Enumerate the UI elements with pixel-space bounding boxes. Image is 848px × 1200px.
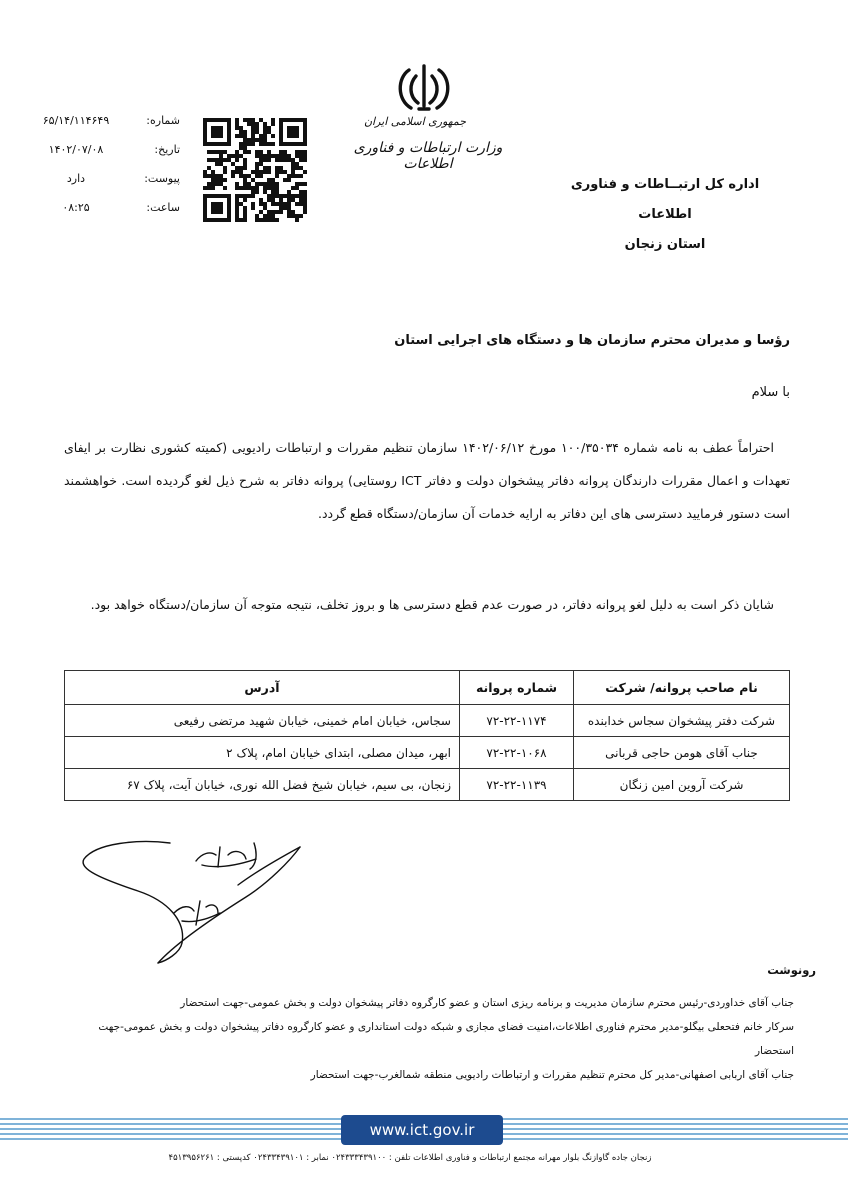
attachment-label: پیوست:	[144, 172, 180, 185]
body-paragraph-2: شایان ذکر است به دلیل لغو پروانه دفاتر، در صورت عدم قطع دسترسی ها و بروز تخلف، نتیجه متوجه آن سازمان/دستگاه خواهد بود.	[90, 597, 774, 612]
department-name: اداره کل ارتبــاطات و فناوری اطلاعات	[570, 177, 760, 222]
number-label: شماره:	[146, 114, 180, 127]
meta-attachment-row	[20, 172, 180, 201]
address-cell: ابهر، میدان مصلی، ابتدای خیابان امام، پلاک ۲	[65, 737, 460, 769]
meta-number-row	[20, 114, 180, 143]
footer-contact-address: زنجان جاده گاوازنگ بلوار مهرانه مجتمع ارتباطات و فناوری اطلاعات تلفن : ۰۲۴۳۳۳۴۳۹۱۰۰ نمابر : ۰۲۴۳۳۴۳۹۱۰۱ کدپستی : ۴۵۱۳۹۵۶۲۶۱	[168, 1153, 652, 1163]
number-value: ۶۵/۱۴/۱۱۴۶۴۹	[42, 114, 110, 127]
meta-date-row	[20, 143, 180, 172]
licensee-cell: شرکت آروین امین زنگان	[574, 769, 790, 801]
time-label: ساعت:	[146, 201, 180, 214]
address-cell: زنجان، بی سیم، خیابان شیخ فضل الله نوری، خیابان آیت، پلاک ۶۷	[65, 769, 460, 801]
ministry-name-line2: وزارت ارتباطات و فناوری اطلاعات	[353, 140, 503, 172]
table-row	[65, 705, 790, 737]
greeting: با سلام	[751, 385, 790, 400]
table-header-row	[65, 671, 790, 705]
header-licensee: نام صاحب پروانه/ شرکت	[574, 671, 790, 705]
attachment-value: دارد	[66, 172, 86, 185]
time-value: ۰۸:۲۵	[62, 201, 90, 214]
body-paragraph-1: احتراماً عطف به نامه شماره ۱۰۰/۳۵۰۳۴ مورخ ۱۴۰۲/۰۶/۱۲ سازمان تنظیم مقررات و ارتباطات رادیویی (کمیته کشوری نظارت بر ایفای تعهدات و اعمال مقررات دارندگان پروانه دفاتر پیشخوان دولت و دفاتر ICT روستایی) پروانه دفاتر به شرح ذیل لغو گردیده است. خواهشمند است دستور فرمایید دسترسی های این دفاتر به ارایه خدمات آن سازمان/دستگاه قطع گردد.	[64, 440, 790, 521]
license-number-cell: ۷۲-۲۲-۱۱۳۹	[460, 769, 574, 801]
license-number-cell: ۷۲-۲۲-۱۱۷۴	[460, 705, 574, 737]
date-label: تاریخ:	[154, 143, 180, 156]
website-url[interactable]: www.ict.gov.ir	[341, 1115, 503, 1145]
cc-item: سرکار خانم فتحعلی بیگلو-مدیر محترم فناوری اطلاعات،امنیت فضای مجازی و شبکه دولت استانداری و عضو کارگروه دفاتر پیشخوان دولت و بخش عمومی-جهت استحضار	[98, 1021, 794, 1057]
department-block	[545, 170, 785, 260]
header-address: آدرس	[65, 671, 460, 705]
header-license-number: شماره پروانه	[460, 671, 574, 705]
revoked-licenses-table	[64, 670, 790, 801]
handwritten-signature	[78, 825, 303, 965]
cc-item: جناب آقای خداوردی-رئیس محترم سازمان مدیریت و برنامه ریزی استان و عضو کارگروه دفاتر پیشخوان دولت و بخش عمومی-جهت استحضار	[180, 997, 794, 1009]
licensee-cell: شرکت دفتر پیشخوان سجاس خدابنده	[574, 705, 790, 737]
cc-heading: رونوشت	[767, 963, 816, 977]
date-value: ۱۴۰۲/۰۷/۰۸	[48, 143, 104, 156]
license-number-cell: ۷۲-۲۲-۱۰۶۸	[460, 737, 574, 769]
letter-metadata	[20, 114, 180, 230]
licensee-cell: جناب آقای هومن حاجی قربانی	[574, 737, 790, 769]
qr-code-icon	[203, 118, 307, 222]
recipient-heading: رؤسا و مدیران محترم سازمان ها و دستگاه های اجرایی استان	[394, 333, 790, 348]
table-row	[65, 737, 790, 769]
cc-item: جناب آقای اربابی اصفهانی-مدیر کل محترم تنظیم مقررات و ارتباطات رادیویی منطقه شمالغرب-جهت استحضار	[310, 1069, 794, 1081]
ministry-name-line1: جمهوری اسلامی ایران	[363, 115, 467, 128]
address-cell: سجاس، خیابان امام خمینی، خیابان شهید مرتضی رفیعی	[65, 705, 460, 737]
table-row	[65, 769, 790, 801]
iran-emblem-icon	[395, 62, 453, 114]
province-name: استان زنجان	[624, 237, 706, 252]
meta-time-row	[20, 201, 180, 230]
cc-list	[58, 991, 794, 1087]
